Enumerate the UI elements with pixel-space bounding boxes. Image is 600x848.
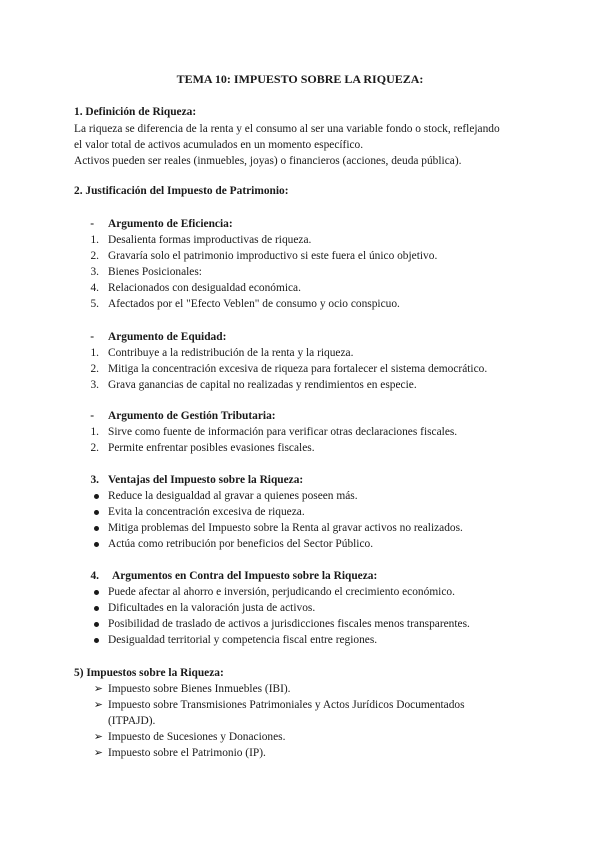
bullet-item-text: Desigualdad territorial y competencia fiscal entre regiones. [108, 634, 378, 646]
s1-line-2: el valor total de activos acumulados en un momento específico. [74, 139, 364, 151]
s3-heading: Ventajas del Impuesto sobre la Riqueza: [108, 474, 304, 486]
s1-heading: 1. Definición de Riqueza: [74, 106, 197, 118]
arrow-item-text: Impuesto sobre Bienes Inmuebles (IBI). [108, 683, 291, 695]
s1-line-3: Activos pueden ser reales (inmuebles, joyas) o financieros (acciones, deuda pública). [74, 155, 462, 167]
list-item-text: Bienes Posicionales: [108, 266, 202, 278]
s2-heading: 2. Justificación del Impuesto de Patrimonio: [74, 185, 289, 197]
arrow-icon: ➢ [93, 699, 103, 711]
list-item-text: Afectados por el "Efecto Veblen" de consumo y ocio conspicuo. [108, 298, 400, 310]
gestion-heading: Argumento de Gestión Tributaria: [108, 410, 276, 422]
list-item-text: Mitiga la concentración excesiva de riqueza para fortalecer el sistema democrático. [108, 363, 488, 375]
equidad-heading: Argumento de Equidad: [108, 331, 227, 343]
dash-marker: - [90, 218, 94, 230]
arrow-item-text: Impuesto sobre el Patrimonio (IP). [108, 747, 266, 759]
list-number: 2. [90, 250, 99, 262]
list-item-text: Gravaría solo el patrimonio improductivo si este fuera el único objetivo. [108, 250, 438, 262]
arrow-item-text: Impuesto sobre Transmisiones Patrimoniales y Actos Jurídicos Documentados [108, 699, 465, 711]
list-number: 1. [90, 347, 99, 359]
arrow-item-text: Impuesto de Sucesiones y Donaciones. [108, 731, 286, 743]
bullet-dot-icon [94, 622, 99, 627]
list-number: 2. [90, 442, 99, 454]
list-number: 3. [90, 266, 99, 278]
bullet-item-text: Mitiga problemas del Impuesto sobre la Renta al gravar activos no realizados. [108, 522, 463, 534]
bullet-dot-icon [94, 542, 99, 547]
list-item-text: Permite enfrentar posibles evasiones fiscales. [108, 442, 315, 454]
list-number: 5. [90, 298, 99, 310]
dash-marker: - [90, 410, 94, 422]
bullet-dot-icon [94, 606, 99, 611]
s4-heading: Argumentos en Contra del Impuesto sobre la Riqueza: [112, 570, 378, 582]
list-number: 3. [90, 379, 99, 391]
list-item-text: Contribuye a la redistribución de la renta y la riqueza. [108, 347, 354, 359]
list-item-text: Desalienta formas improductivas de riqueza. [108, 234, 312, 246]
eficiencia-heading: Argumento de Eficiencia: [108, 218, 233, 230]
arrow-icon: ➢ [93, 731, 103, 743]
s5-heading: 5) Impuestos sobre la Riqueza: [74, 667, 224, 679]
bullet-dot-icon [94, 526, 99, 531]
bullet-item-text: Evita la concentración excesiva de riqueza. [108, 506, 305, 518]
list-item-text: Grava ganancias de capital no realizadas y rendimientos en especie. [108, 379, 417, 391]
bullet-item-text: Actúa como retribución por beneficios del Sector Público. [108, 538, 374, 550]
list-item-text: Relacionados con desigualdad económica. [108, 282, 301, 294]
list-number: 1. [90, 426, 99, 438]
bullet-item-text: Dificultades en la valoración justa de activos. [108, 602, 316, 614]
bullet-dot-icon [94, 590, 99, 595]
list-item-text: Sirve como fuente de información para verificar otras declaraciones fiscales. [108, 426, 458, 438]
list-number: 4. [90, 282, 99, 294]
arrow-icon: ➢ [93, 747, 103, 759]
dash-marker: - [90, 331, 94, 343]
document-title: TEMA 10: IMPUESTO SOBRE LA RIQUEZA: [176, 72, 424, 86]
bullet-item-text: Reduce la desigualdad al gravar a quienes poseen más. [108, 490, 358, 502]
bullet-dot-icon [94, 510, 99, 515]
bullet-item-text: Puede afectar al ahorro e inversión, perjudicando el crecimiento económico. [108, 586, 455, 598]
s3-number: 3. [90, 474, 99, 486]
list-number: 1. [90, 234, 99, 246]
bullet-item-text: Posibilidad de traslado de activos a jurisdicciones fiscales menos transparentes. [108, 618, 470, 630]
s1-line-1: La riqueza se diferencia de la renta y el consumo al ser una variable fondo o stock, reflejando [74, 123, 500, 135]
arrow-item-text: (ITPAJD). [108, 715, 156, 727]
list-number: 2. [90, 363, 99, 375]
s4-number: 4. [90, 570, 99, 582]
bullet-dot-icon [94, 638, 99, 643]
bullet-dot-icon [94, 494, 99, 499]
arrow-icon: ➢ [93, 683, 103, 695]
